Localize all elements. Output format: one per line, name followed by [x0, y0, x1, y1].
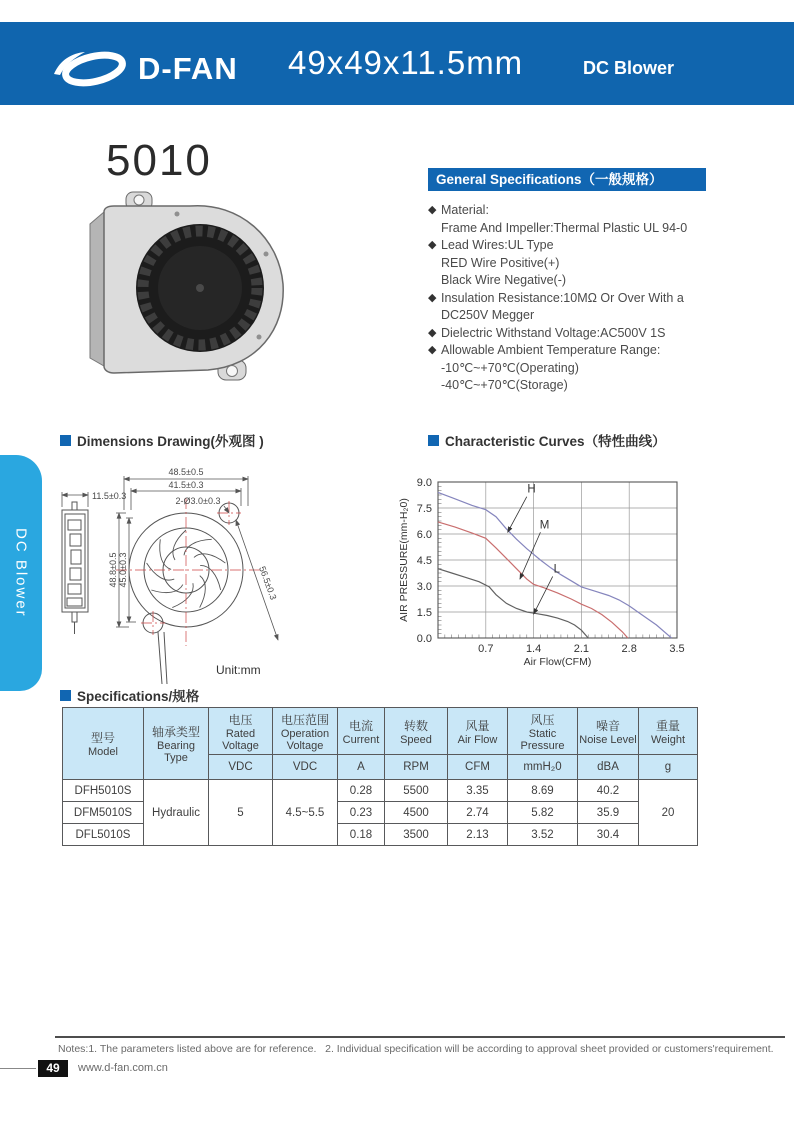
svg-text:7.5: 7.5: [416, 503, 432, 515]
svg-text:0.0: 0.0: [416, 633, 432, 645]
svg-text:Air Flow(CFM): Air Flow(CFM): [523, 656, 592, 668]
website-url: www.d-fan.com.cn: [78, 1062, 168, 1074]
unit-cell: RPM: [385, 755, 448, 780]
spec-item: -10℃~+70℃(Operating): [441, 360, 579, 375]
general-specs-panel: [428, 168, 740, 395]
model-cell: DFH5010S: [63, 780, 144, 802]
unit-cell: mmH₂0: [508, 755, 578, 780]
col-header-airflow: 风量 Air Flow: [448, 708, 508, 755]
svg-text:AIR PRESSURE(mm-H₂0): AIR PRESSURE(mm-H₂0): [398, 498, 410, 622]
dim-height-inner: 45.0±0.3: [118, 552, 128, 588]
spec-item: ◆ Insulation Resistance:10MΩ Or Over With a: [428, 290, 740, 308]
col-header-noise: 噪音 Noise Level: [578, 708, 639, 755]
svg-text:2.8: 2.8: [621, 643, 637, 655]
col-header-rated-voltage: 电压 Rated Voltage: [209, 708, 273, 755]
model-number-title: 5010: [106, 136, 212, 185]
diamond-bullet-icon: ◆: [428, 326, 437, 339]
speed-cell: 3500: [385, 824, 448, 846]
dim-side-width: 11.5±0.3: [92, 491, 127, 501]
section-heading-specifications-label: Specifications/规格: [77, 689, 200, 704]
unit-cell: dBA: [578, 755, 639, 780]
diamond-bullet-icon: ◆: [428, 344, 437, 356]
svg-text:4.5: 4.5: [416, 555, 432, 567]
badge-line: [0, 1068, 36, 1069]
col-header-speed: 转数 Speed: [385, 708, 448, 755]
spec-item: RED Wire Positive(+): [441, 255, 560, 270]
unit-cell: CFM: [448, 755, 508, 780]
unit-cell: VDC: [273, 755, 338, 780]
section-heading-dimensions-label: Dimensions Drawing(外观图 ): [77, 434, 264, 449]
noise-cell: 35.9: [578, 802, 639, 824]
svg-text:0.7: 0.7: [478, 643, 494, 655]
svg-text:6.0: 6.0: [416, 529, 432, 541]
pressure-cell: 3.52: [508, 824, 578, 846]
page-number-badge: 49: [38, 1060, 68, 1077]
airflow-cell: 2.74: [448, 802, 508, 824]
col-header-bearing: 轴承类型 Bearing Type: [144, 708, 209, 780]
svg-text:3.0: 3.0: [416, 581, 432, 593]
dim-width-outer: 48.5±0.5: [168, 467, 204, 477]
diamond-bullet-icon: ◆: [428, 239, 437, 251]
col-header-weight: 重量 Weight: [639, 708, 698, 755]
col-header-operation-voltage: 电压范围 Operation Voltage: [273, 708, 338, 755]
blue-square-icon: [428, 435, 439, 446]
current-cell: 0.28: [338, 780, 385, 802]
spec-item: ◆ Dielectric Withstand Voltage:AC500V 1S: [428, 325, 740, 343]
svg-text:H: H: [527, 483, 536, 496]
spec-item: Black Wire Negative(-): [441, 273, 567, 287]
centerlines: [116, 498, 263, 646]
svg-text:2.1: 2.1: [573, 643, 590, 655]
col-header-static-pressure: 风压 Static Pressure: [508, 708, 578, 755]
current-cell: 0.18: [338, 824, 385, 846]
unit-cell: A: [338, 755, 385, 780]
rated-voltage-cell: 5: [209, 780, 273, 846]
side-tab-dc-blower: [0, 455, 42, 691]
unit-label: Unit:mm: [216, 663, 261, 677]
diamond-bullet-icon: ◆: [428, 291, 437, 304]
svg-text:M: M: [539, 519, 550, 532]
speed-cell: 5500: [385, 780, 448, 802]
header-band: [0, 22, 794, 105]
speed-cell: 4500: [385, 802, 448, 824]
spec-item: -40℃~+70℃(Storage): [441, 378, 568, 392]
characteristic-chart: [396, 458, 698, 670]
col-header-current: 电流 Current: [338, 708, 385, 755]
side-tab-label: DC Blower: [12, 528, 30, 618]
brand-logo-icon: [52, 46, 134, 92]
spec-item: ◆ Lead Wires:UL Type: [428, 237, 740, 255]
model-cell: DFM5010S: [63, 802, 144, 824]
svg-text:1.4: 1.4: [525, 643, 542, 655]
airflow-cell: 2.13: [448, 824, 508, 846]
bearing-cell: Hydraulic: [144, 780, 209, 846]
section-heading-curves: [428, 430, 666, 450]
dim-width-inner: 41.5±0.3: [168, 480, 204, 490]
dim-holes: 2-Ø3.0±0.3: [175, 496, 221, 506]
blue-square-icon: [60, 435, 71, 446]
brand-name: D-FAN: [138, 51, 238, 86]
section-heading-curves-label: Characteristic Curves（特性曲线）: [445, 434, 666, 449]
footer-rule: [55, 1036, 785, 1038]
blue-square-icon: [60, 690, 71, 701]
general-specs-list: [428, 202, 740, 395]
unit-cell: g: [639, 755, 698, 780]
product-photo: [70, 190, 325, 395]
spec-item: Frame And Impeller:Thermal Plastic UL 94-0: [441, 220, 688, 235]
noise-cell: 30.4: [578, 824, 639, 846]
product-type-label: DC Blower: [583, 58, 675, 78]
dim-height-outer: 48.8±0.5: [108, 552, 118, 588]
section-heading-specifications: [60, 685, 199, 705]
svg-text:1.5: 1.5: [416, 607, 432, 619]
unit-cell: VDC: [209, 755, 273, 780]
airflow-cell: 3.35: [448, 780, 508, 802]
model-cell: DFL5010S: [63, 824, 144, 846]
specs-table: [62, 707, 698, 846]
notes-text: Notes:1. The parameters listed above are for reference. 2. Individual specification will be according to approval sheet provided or customers'requirement.: [58, 1043, 774, 1055]
page-title-size: 49x49x11.5mm: [288, 44, 524, 81]
operation-voltage-cell: 4.5~5.5: [273, 780, 338, 846]
noise-cell: 40.2: [578, 780, 639, 802]
weight-cell: 20: [639, 780, 698, 846]
spec-item: ◆ Material:: [428, 202, 740, 220]
dimensions-drawing: [58, 462, 398, 694]
col-header-model: 型号 Model: [63, 708, 144, 780]
svg-text:L: L: [553, 563, 561, 576]
general-specs-title-bar: General Specifications（一般规格）: [428, 168, 706, 191]
brand: [52, 46, 238, 92]
svg-text:3.5: 3.5: [669, 643, 685, 655]
svg-text:9.0: 9.0: [416, 477, 432, 489]
dim-diagonal: 56.5±0.3: [257, 564, 279, 602]
diamond-bullet-icon: ◆: [428, 204, 437, 216]
spec-item: DC250V Megger: [441, 308, 535, 322]
spec-item: ◆ Allowable Ambient Temperature Range:: [428, 342, 740, 360]
pressure-cell: 5.82: [508, 802, 578, 824]
table-row: [63, 780, 698, 802]
section-heading-dimensions: [60, 430, 264, 450]
pressure-cell: 8.69: [508, 780, 578, 802]
current-cell: 0.23: [338, 802, 385, 824]
